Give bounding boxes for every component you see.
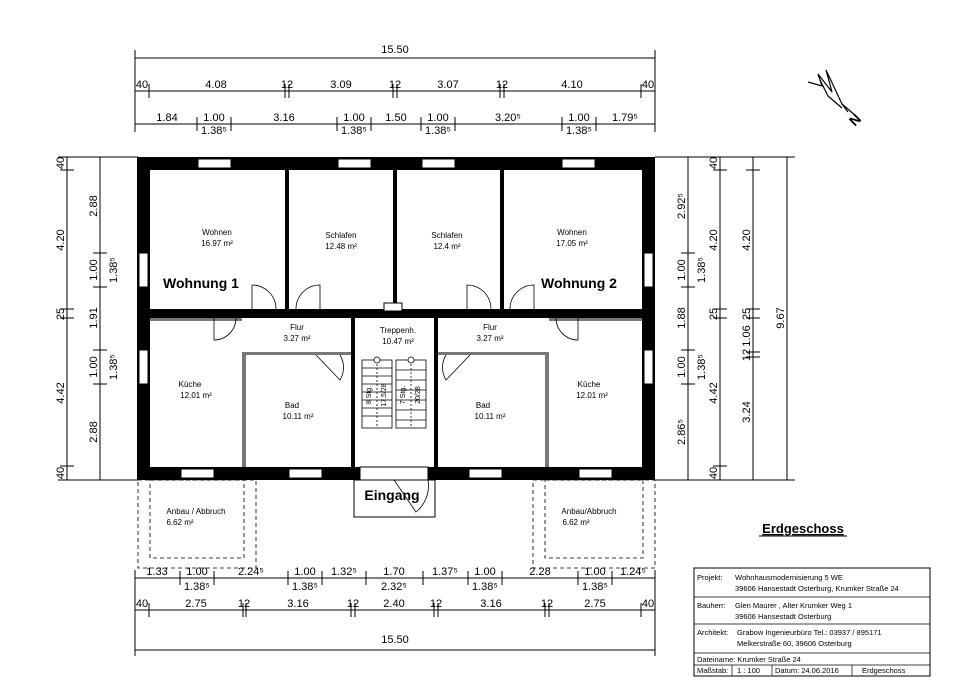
room-name: Wohnen bbox=[557, 228, 587, 237]
dim-label: 1.06 bbox=[741, 325, 753, 347]
dim-label: 40 bbox=[135, 79, 149, 91]
dim-label: 12 bbox=[237, 598, 251, 610]
dim-label: 1.38⁵ bbox=[696, 257, 708, 283]
dim-label: 1.50 bbox=[385, 112, 407, 124]
window bbox=[338, 159, 371, 168]
dim-label: 2.32⁵ bbox=[381, 581, 407, 593]
dim-label: 1.24⁵ bbox=[620, 566, 646, 578]
wall-partition bbox=[545, 352, 549, 467]
wall-partition bbox=[150, 318, 242, 321]
bottom-total-dimension: 15.50 bbox=[381, 634, 409, 646]
dim-label: 3.07 bbox=[437, 79, 459, 91]
massstab-value: 1 : 100 bbox=[737, 666, 760, 675]
dim-label: 1.38⁵ bbox=[696, 354, 708, 380]
dim-label: 2.24⁵ bbox=[238, 566, 264, 578]
dim-label: 1.00 bbox=[186, 566, 208, 578]
right-dimension-col2 bbox=[708, 157, 720, 479]
left-dimension-inner bbox=[88, 195, 120, 442]
bauherr-line2: 39606 Hansestadt Osterburg bbox=[735, 612, 832, 621]
wall-partition bbox=[549, 318, 642, 321]
room-area: 12.4 m² bbox=[433, 242, 461, 251]
dim-label: 4.20 bbox=[708, 229, 720, 251]
dim-label: 1.00 bbox=[676, 259, 688, 281]
dim-label: 1.38⁵ bbox=[201, 125, 227, 137]
dim-label: 40 bbox=[135, 598, 149, 610]
room-area: 12.01 m² bbox=[180, 391, 212, 400]
room-name: Flur bbox=[290, 323, 304, 332]
dim-label: 25 bbox=[55, 307, 67, 321]
bottom-dimension-row2 bbox=[136, 598, 654, 610]
door-swing bbox=[214, 318, 236, 340]
door-swing bbox=[296, 285, 320, 309]
door-swing bbox=[252, 285, 276, 309]
dim-label: 1.38⁵ bbox=[292, 581, 318, 593]
dim-label: 1.38⁵ bbox=[472, 581, 498, 593]
dim-label: 1.00 bbox=[584, 566, 606, 578]
door-swing bbox=[510, 285, 534, 309]
dim-label: 4.42 bbox=[55, 382, 67, 404]
dim-label: 1.00 bbox=[203, 112, 225, 124]
window bbox=[139, 350, 148, 384]
wohnung2-label: Wohnung 2 bbox=[541, 275, 617, 291]
dim-label: 1.38⁵ bbox=[566, 125, 592, 137]
chimney bbox=[384, 303, 402, 311]
right-dimension-col1 bbox=[676, 193, 708, 445]
wall-partition bbox=[242, 352, 351, 355]
bauherr-line1: Glen Maurer , Alter Krumker Weg 1 bbox=[735, 601, 852, 610]
room-area: 3.27 m² bbox=[283, 334, 311, 343]
title-block bbox=[694, 568, 930, 676]
stair-label: 7 Stg. bbox=[400, 385, 407, 405]
dim-label: 1.00 bbox=[294, 566, 316, 578]
room-name: Bad bbox=[475, 401, 491, 410]
dim-label: 1.00 bbox=[474, 566, 496, 578]
room-area: 17.05 m² bbox=[556, 239, 588, 248]
anbau-left bbox=[138, 480, 256, 568]
window bbox=[469, 469, 502, 478]
dim-label: 1.33 bbox=[146, 566, 168, 578]
datum: Datum: 24.06.2016 bbox=[775, 666, 839, 675]
wall-stairwell bbox=[351, 318, 355, 467]
room-name: Schlafen bbox=[431, 231, 463, 240]
walls bbox=[137, 157, 655, 480]
room-area: 10.11 m² bbox=[474, 412, 506, 421]
dim-label: 1.00 bbox=[88, 259, 100, 281]
dim-label: 40 bbox=[55, 466, 67, 480]
door-swing bbox=[442, 355, 470, 380]
anbau-right-inner bbox=[545, 480, 643, 558]
dim-label: 3.09 bbox=[330, 79, 352, 91]
room-area: 3.27 m² bbox=[476, 334, 504, 343]
window bbox=[289, 469, 322, 478]
architekt-label: Architekt: bbox=[697, 628, 729, 637]
architekt-line2: Melkerstraße 60, 39606 Osterburg bbox=[737, 639, 852, 648]
dim-label: 12 bbox=[495, 79, 509, 91]
dim-label: 1.91 bbox=[88, 307, 100, 329]
window bbox=[644, 253, 653, 287]
dim-label: 4.08 bbox=[205, 79, 227, 91]
dim-label: 1.84 bbox=[156, 112, 178, 124]
dim-label: 12 bbox=[540, 598, 554, 610]
wall-partition bbox=[393, 170, 397, 309]
dim-label: 2.88 bbox=[88, 195, 100, 217]
room-name: Anbau / Abbruch bbox=[166, 507, 226, 516]
dim-label: 12 bbox=[388, 79, 402, 91]
anbau-right bbox=[533, 480, 655, 568]
dim-label: 40 bbox=[708, 466, 720, 480]
dim-label: 2.75 bbox=[185, 598, 207, 610]
room-name: Küche bbox=[178, 380, 202, 389]
room-area: 12.48 m² bbox=[325, 242, 357, 251]
dim-label: 3.24 bbox=[741, 401, 753, 423]
window bbox=[139, 253, 148, 287]
room-name: Treppenh. bbox=[379, 326, 417, 335]
dim-label: 25 bbox=[708, 307, 720, 321]
dim-label: 4.10 bbox=[561, 79, 583, 91]
room-name: Flur bbox=[483, 323, 497, 332]
dim-label: 1.00 bbox=[568, 112, 590, 124]
room-name: Küche bbox=[577, 380, 601, 389]
dim-label: 40 bbox=[641, 598, 655, 610]
dim-label: 40 bbox=[708, 156, 720, 170]
dim-label: 1.38⁵ bbox=[108, 354, 120, 380]
bottom-dimension-row1 bbox=[146, 566, 646, 593]
window bbox=[579, 469, 612, 478]
dim-label: 3.16 bbox=[287, 598, 309, 610]
dim-label: 2.40 bbox=[383, 598, 405, 610]
wall-partition bbox=[438, 352, 545, 355]
massstab-label: Maßstab: bbox=[697, 666, 729, 675]
entrance-opening bbox=[360, 467, 428, 480]
dim-label: 2.88 bbox=[88, 421, 100, 443]
window bbox=[562, 159, 595, 168]
dim-label: 12 bbox=[346, 598, 360, 610]
window bbox=[181, 469, 214, 478]
dim-label: 4.20 bbox=[741, 229, 753, 251]
top-total-dimension: 15.50 bbox=[381, 44, 409, 56]
eingang-label: Eingang bbox=[364, 487, 420, 503]
projekt-line2: 39606 Hansestadt Osterburg, Krumker Straße 24 bbox=[735, 584, 899, 593]
architekt-line1: Grabow Ingenieurbüro Tel.: 03937 / 895171 bbox=[737, 628, 882, 637]
stair-label: 20/28 bbox=[415, 386, 422, 404]
stair-label: 8 Stg. bbox=[366, 385, 373, 405]
dim-label: 40 bbox=[55, 156, 67, 170]
dim-label: 12 bbox=[280, 79, 294, 91]
dim-label: 1.38⁵ bbox=[184, 581, 210, 593]
dim-label: 12 bbox=[741, 348, 753, 362]
dim-label: 1.00 bbox=[343, 112, 365, 124]
room-name: Schlafen bbox=[325, 231, 357, 240]
dim-label: 2.28 bbox=[529, 566, 551, 578]
wall-stairwell bbox=[434, 318, 438, 467]
room-name: Anbau/Abbruch bbox=[561, 507, 617, 516]
stair-label: 17.5/28 bbox=[381, 383, 388, 407]
dim-label: 1.00 bbox=[676, 356, 688, 378]
dim-label: 40 bbox=[641, 79, 655, 91]
wall-east bbox=[642, 157, 655, 480]
room-area: 10.11 m² bbox=[282, 412, 314, 421]
left-dimension-outer bbox=[55, 157, 67, 479]
dim-label: 1.32⁵ bbox=[331, 566, 357, 578]
dim-label: 1.70 bbox=[383, 566, 405, 578]
door-swing bbox=[556, 318, 578, 340]
dim-label: 2.86⁵ bbox=[676, 419, 688, 445]
dim-label: 1.37⁵ bbox=[432, 566, 458, 578]
right-dimension-col3 bbox=[741, 229, 753, 422]
door-swing bbox=[467, 285, 491, 309]
bauherr-label: Bauherr: bbox=[697, 601, 726, 610]
dim-label: 3.16 bbox=[480, 598, 502, 610]
dateiname: Dateiname: Krumker Straße 24 bbox=[697, 655, 801, 664]
room-area: 6.62 m² bbox=[562, 518, 590, 527]
dim-label: 1.00 bbox=[427, 112, 449, 124]
wall-partition bbox=[500, 170, 504, 309]
dim-label: 1.38⁵ bbox=[582, 581, 608, 593]
wall-partition bbox=[242, 352, 246, 467]
window bbox=[644, 350, 653, 384]
dim-label: 1.00 bbox=[88, 356, 100, 378]
window bbox=[198, 159, 231, 168]
dim-label: 1.38⁵ bbox=[425, 125, 451, 137]
right-total-dimension: 9.67 bbox=[775, 307, 787, 329]
dim-label: 4.20 bbox=[55, 229, 67, 251]
dim-label: 25 bbox=[741, 307, 753, 321]
drawing-title: Erdgeschoss bbox=[762, 521, 844, 536]
room-area: 10.47 m² bbox=[382, 337, 414, 346]
dim-label: 1.38⁵ bbox=[108, 257, 120, 283]
projekt-label: Projekt: bbox=[697, 573, 723, 582]
dim-label: 4.42 bbox=[708, 382, 720, 404]
north-arrow-icon bbox=[808, 70, 856, 116]
anbau-left-inner bbox=[150, 480, 244, 558]
wohnung1-label: Wohnung 1 bbox=[163, 275, 239, 291]
room-area: 6.62 m² bbox=[166, 518, 194, 527]
dim-label: 1.79⁵ bbox=[612, 112, 638, 124]
room-name: Wohnen bbox=[202, 228, 232, 237]
wall-partition bbox=[285, 170, 289, 309]
window bbox=[422, 159, 455, 168]
wall-west bbox=[137, 157, 150, 480]
dim-label: 3.16 bbox=[273, 112, 295, 124]
dim-label: 3.20⁵ bbox=[495, 112, 521, 124]
dim-label: 1.88 bbox=[676, 307, 688, 329]
geschoss: Erdgeschoss bbox=[862, 666, 906, 675]
room-area: 16.97 m² bbox=[201, 239, 233, 248]
projekt-line1: Wohnhausmodernisierung 5 WE bbox=[735, 573, 843, 582]
dim-label: 2.92⁵ bbox=[676, 193, 688, 219]
dim-label: 12 bbox=[429, 598, 443, 610]
door-swing bbox=[316, 355, 344, 380]
dim-label: 2.75 bbox=[584, 598, 606, 610]
north-label: N bbox=[845, 110, 865, 129]
dim-label: 1.38⁵ bbox=[341, 125, 367, 137]
room-name: Bad bbox=[284, 401, 300, 410]
top-dimension-row1 bbox=[136, 79, 654, 91]
room-area: 12.01 m² bbox=[576, 391, 608, 400]
